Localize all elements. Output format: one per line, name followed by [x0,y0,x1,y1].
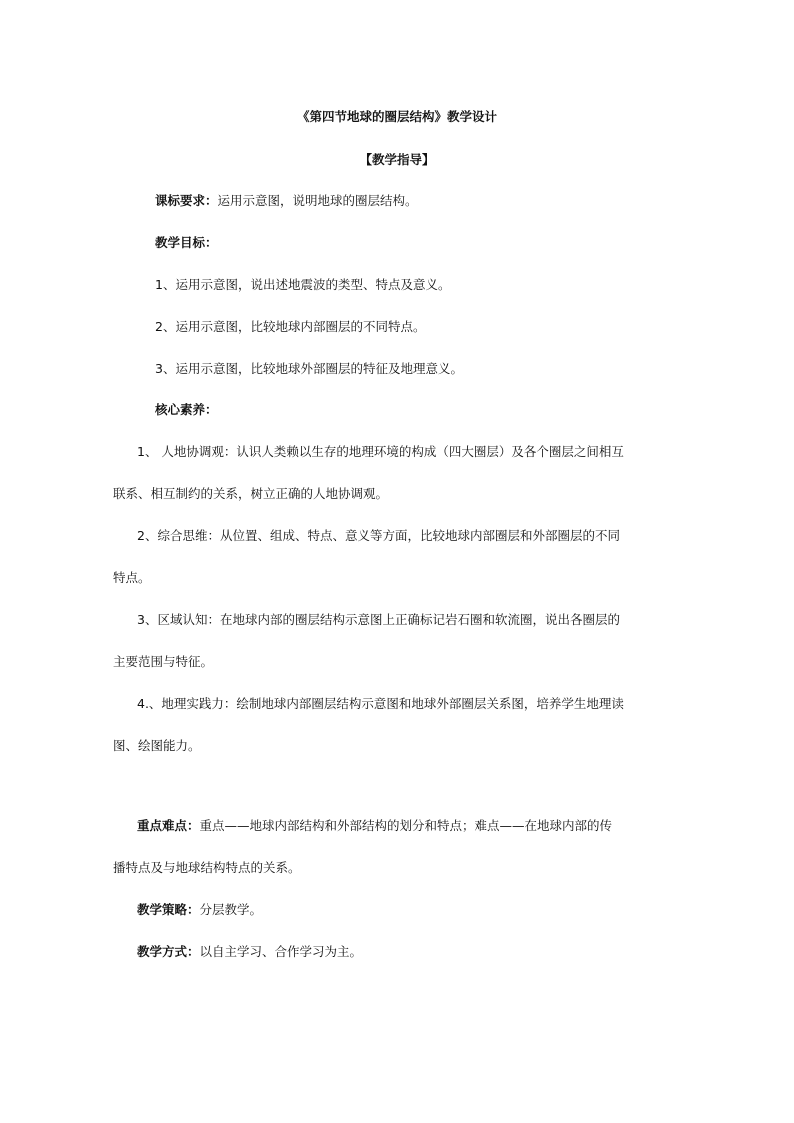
key-points-label: 重点难点： [137,818,200,833]
method-text: 以自主学习、合作学习为主。 [199,944,363,959]
section-heading: 【教学指导】 [359,152,435,167]
teaching-method [137,944,362,960]
literacy-item-1-line1: 1、 人地协调观：认识人类赖以生存的地理环境的构成（四大圈层）及各个圈层之间相互 [137,444,624,459]
literacy-item-3-line2: 主要范围与特征。 [113,654,214,669]
curriculum-text: 运用示意图，说明地球的圈层结构。 [217,193,418,208]
objectives-label: 教学目标： [155,235,218,250]
key-points-line2: 播特点及与地球结构特点的关系。 [113,860,301,875]
literacy-item-2-line2: 特点。 [113,570,151,585]
objective-item-1: 1、运用示意图，说出述地震波的类型、特点及意义。 [155,277,451,292]
literacy-item-4-line1: 4.、地理实践力：绘制地球内部圈层结构示意图和地球外部圈层关系图，培养学生地理读 [137,696,624,711]
objective-item-2: 2、运用示意图，比较地球内部圈层的不同特点。 [155,319,426,334]
literacy-item-3-line1: 3、区域认知：在地球内部的圈层结构示意图上正确标记岩石圈和软流圈，说出各圈层的 [137,612,620,627]
curriculum-label: 课标要求： [155,193,218,208]
curriculum-requirement [155,193,418,209]
method-label: 教学方式： [137,944,200,959]
objective-item-3: 3、运用示意图，比较地球外部圈层的特征及地理意义。 [155,361,463,376]
literacy-item-2-line1: 2、综合思维：从位置、组成、特点、意义等方面，比较地球内部圈层和外部圈层的不同 [137,528,620,543]
literacy-label: 核心素养： [155,402,218,417]
document-title: 《第四节地球的圈层结构》教学设计 [296,109,497,124]
literacy-item-4-line2: 图、绘图能力。 [113,738,201,753]
key-points [137,818,612,834]
strategy-text: 分层教学。 [199,902,263,917]
strategy-label: 教学策略： [137,902,200,917]
literacy-item-1-line2: 联系、相互制约的关系，树立正确的人地协调观。 [113,486,389,501]
teaching-strategy [137,902,262,918]
key-points-text: 重点——地球内部结构和外部结构的划分和特点；难点——在地球内部的传 [199,818,613,833]
